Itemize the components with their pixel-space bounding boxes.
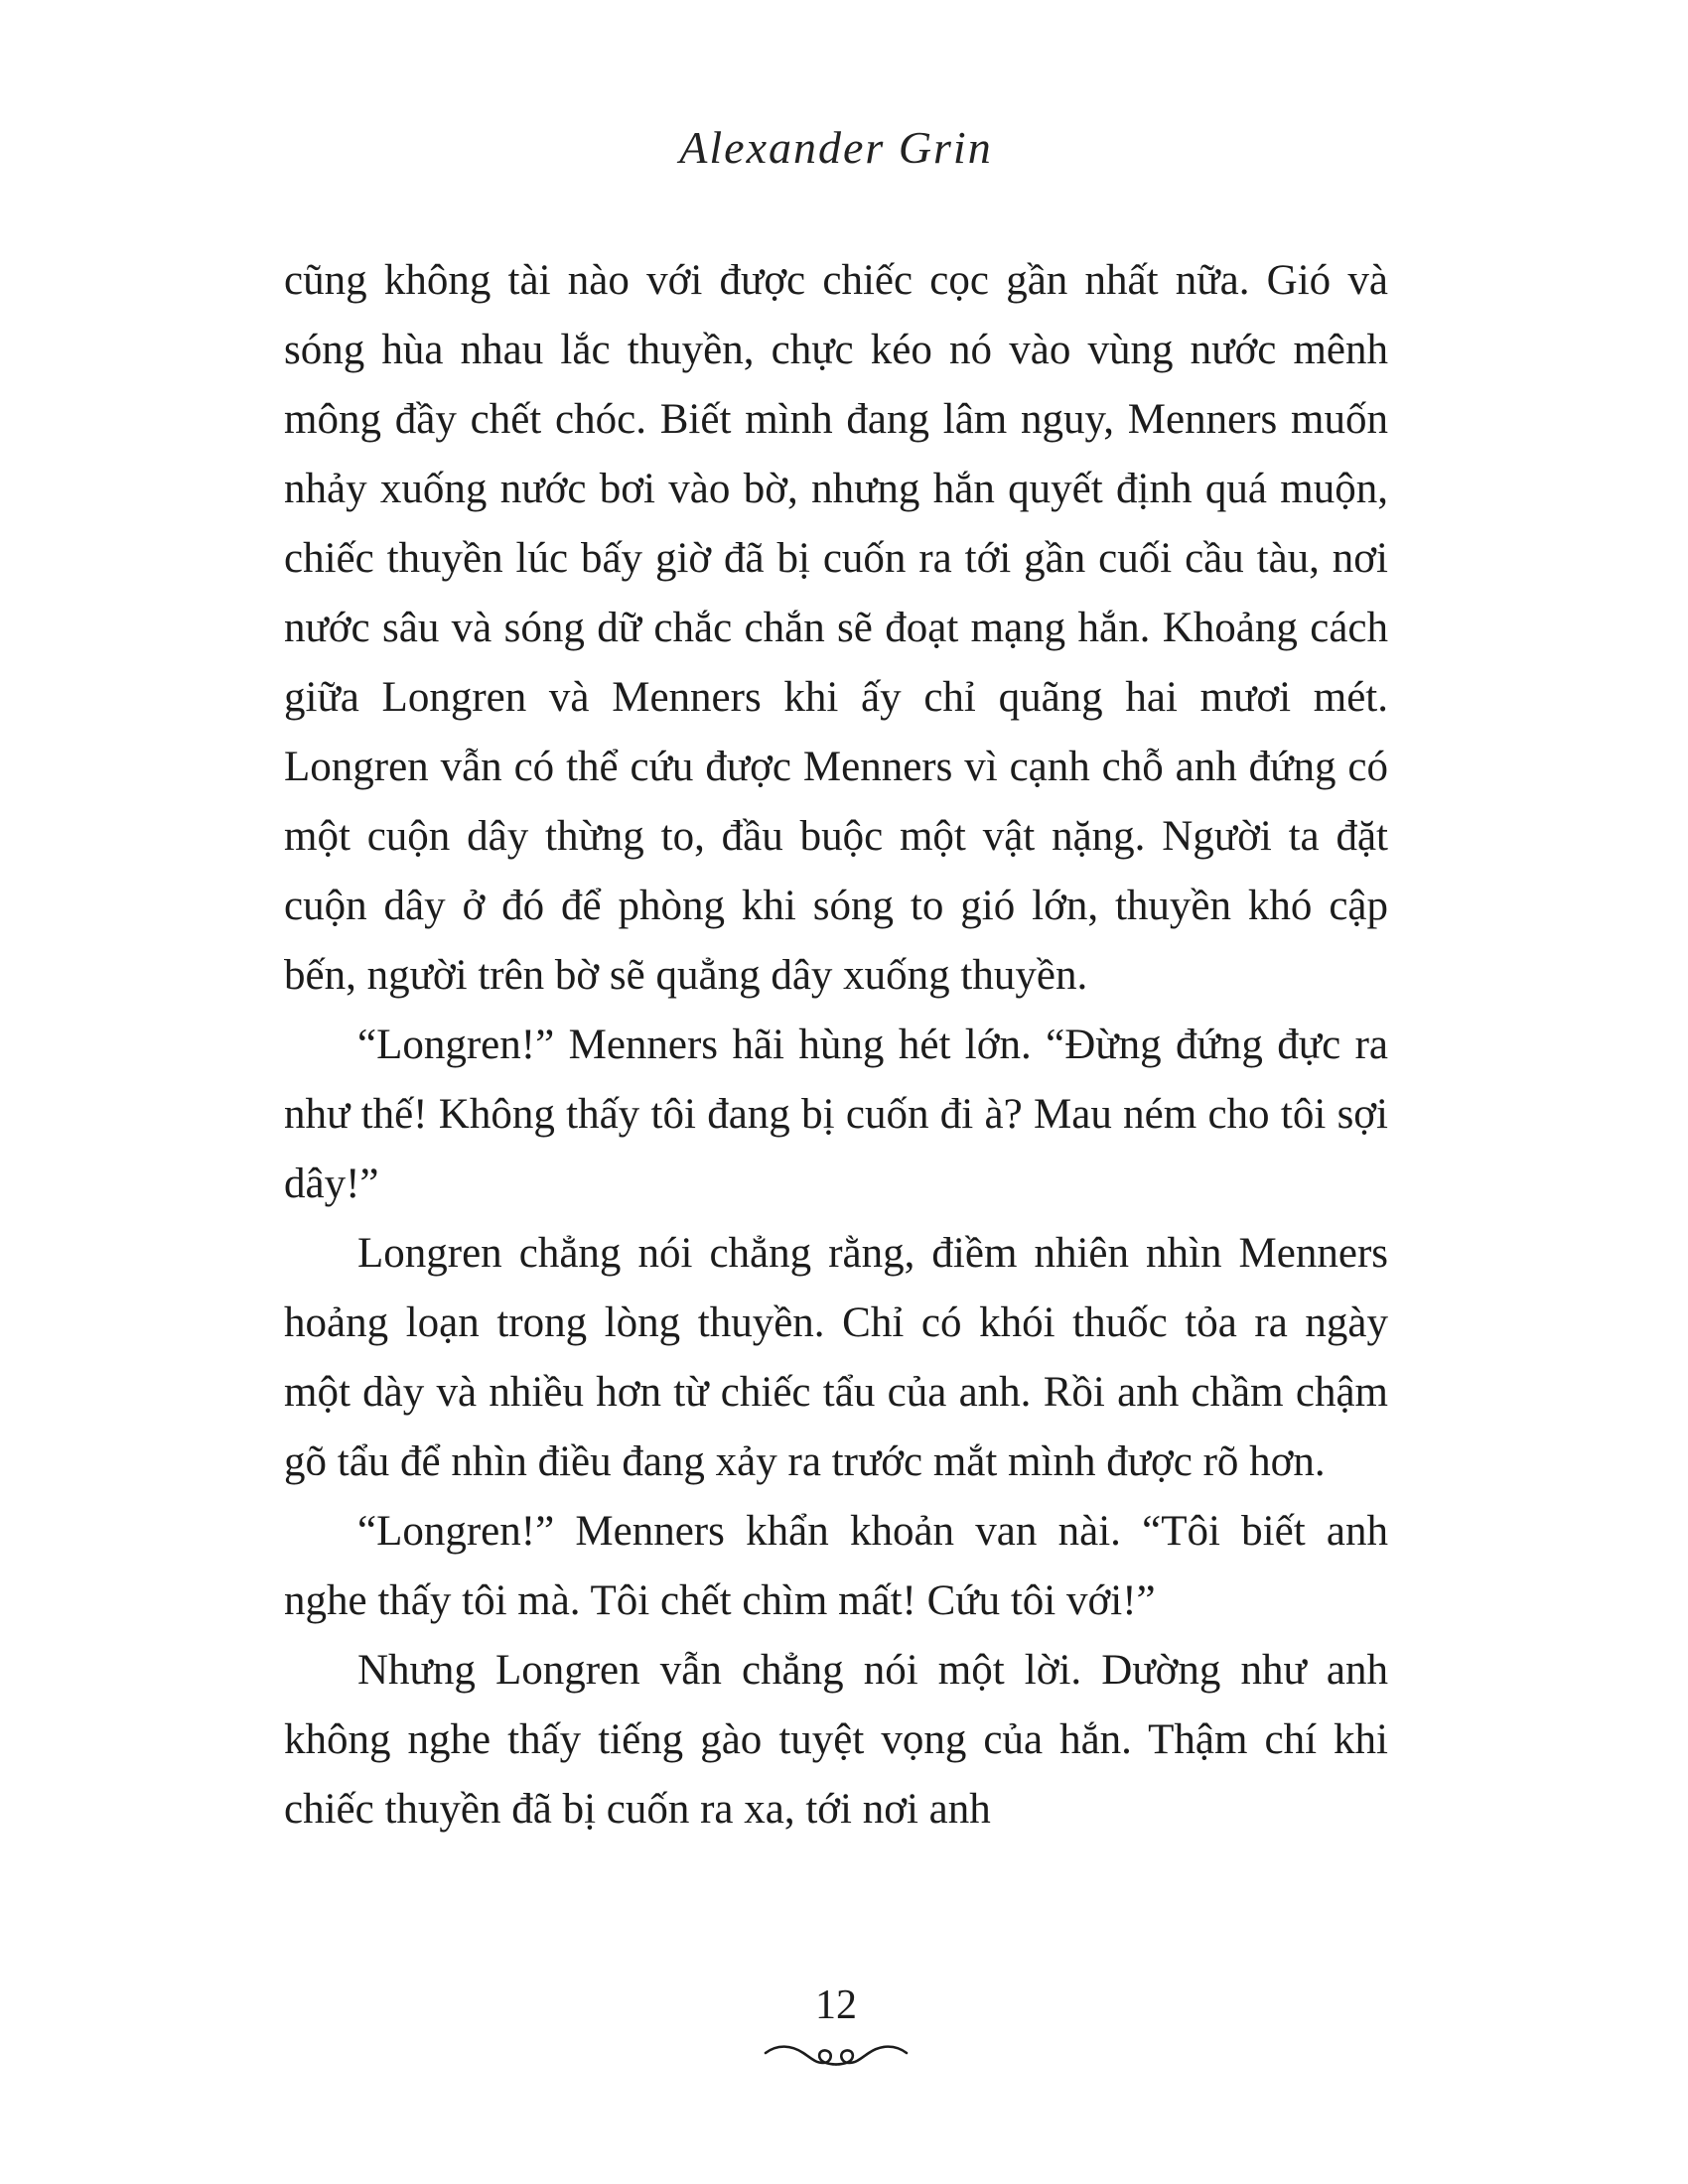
paragraph: Longren chẳng nói chẳng rằng, điềm nhiên nhìn Menners hoảng loạn trong lòng thuyền. Chỉ có khói thuốc tỏa ra ngày một dày và nhiều hơn từ chiếc tẩu của anh. Rồi anh chầm chậm gõ tẩu để nhìn điều đang xảy ra trước mắt mình được rõ hơn. — [284, 1230, 1388, 1485]
page-number: 12 — [815, 1982, 857, 2028]
running-head-author: Alexander Grin — [679, 122, 993, 173]
paragraph: “Longren!” Menners khẩn khoản van nài. “Tôi biết anh nghe thấy tôi mà. Tôi chết chìm mất! Cứu tôi với!” — [284, 1508, 1388, 1624]
paragraph: Nhưng Longren vẫn chẳng nói một lời. Dường như anh không nghe thấy tiếng gào tuyệt vọng của hắn. Thậm chí khi chiếc thuyền đã bị cuốn ra xa, tới nơi anh — [284, 1647, 1388, 1833]
paragraph: cũng không tài nào với được chiếc cọc gần nhất nữa. Gió và sóng hùa nhau lắc thuyền, chực kéo nó vào vùng nước mênh mông đầy chết chóc. Biết mình đang lâm nguy, Menners muốn nhảy xuống nước bơi vào bờ, nhưng hắn quyết định quá muộn, chiếc thuyền lúc bấy giờ đã bị cuốn ra tới gần cuối cầu tàu, nơi nước sâu và sóng dữ chắc chắn sẽ đoạt mạng hắn. Khoảng cách giữa Longren và Menners khi ấy chỉ quãng hai mươi mét. Longren vẫn có thể cứu được Menners vì cạnh chỗ anh đứng có một cuộn dây thừng to, đầu buộc một vật nặng. Người ta đặt cuộn dây ở đó để phòng khi sóng to gió lớn, thuyền khó cập bến, người trên bờ sẽ quẳng dây xuống thuyền. — [284, 257, 1388, 999]
flourish-ornament-icon — [284, 2037, 1388, 2078]
paragraph: “Longren!” Menners hãi hùng hét lớn. “Đừng đứng đực ra như thế! Không thấy tôi đang bị cuốn đi à? Mau ném cho tôi sợi dây!” — [284, 1022, 1388, 1207]
body-text — [284, 246, 1388, 1844]
